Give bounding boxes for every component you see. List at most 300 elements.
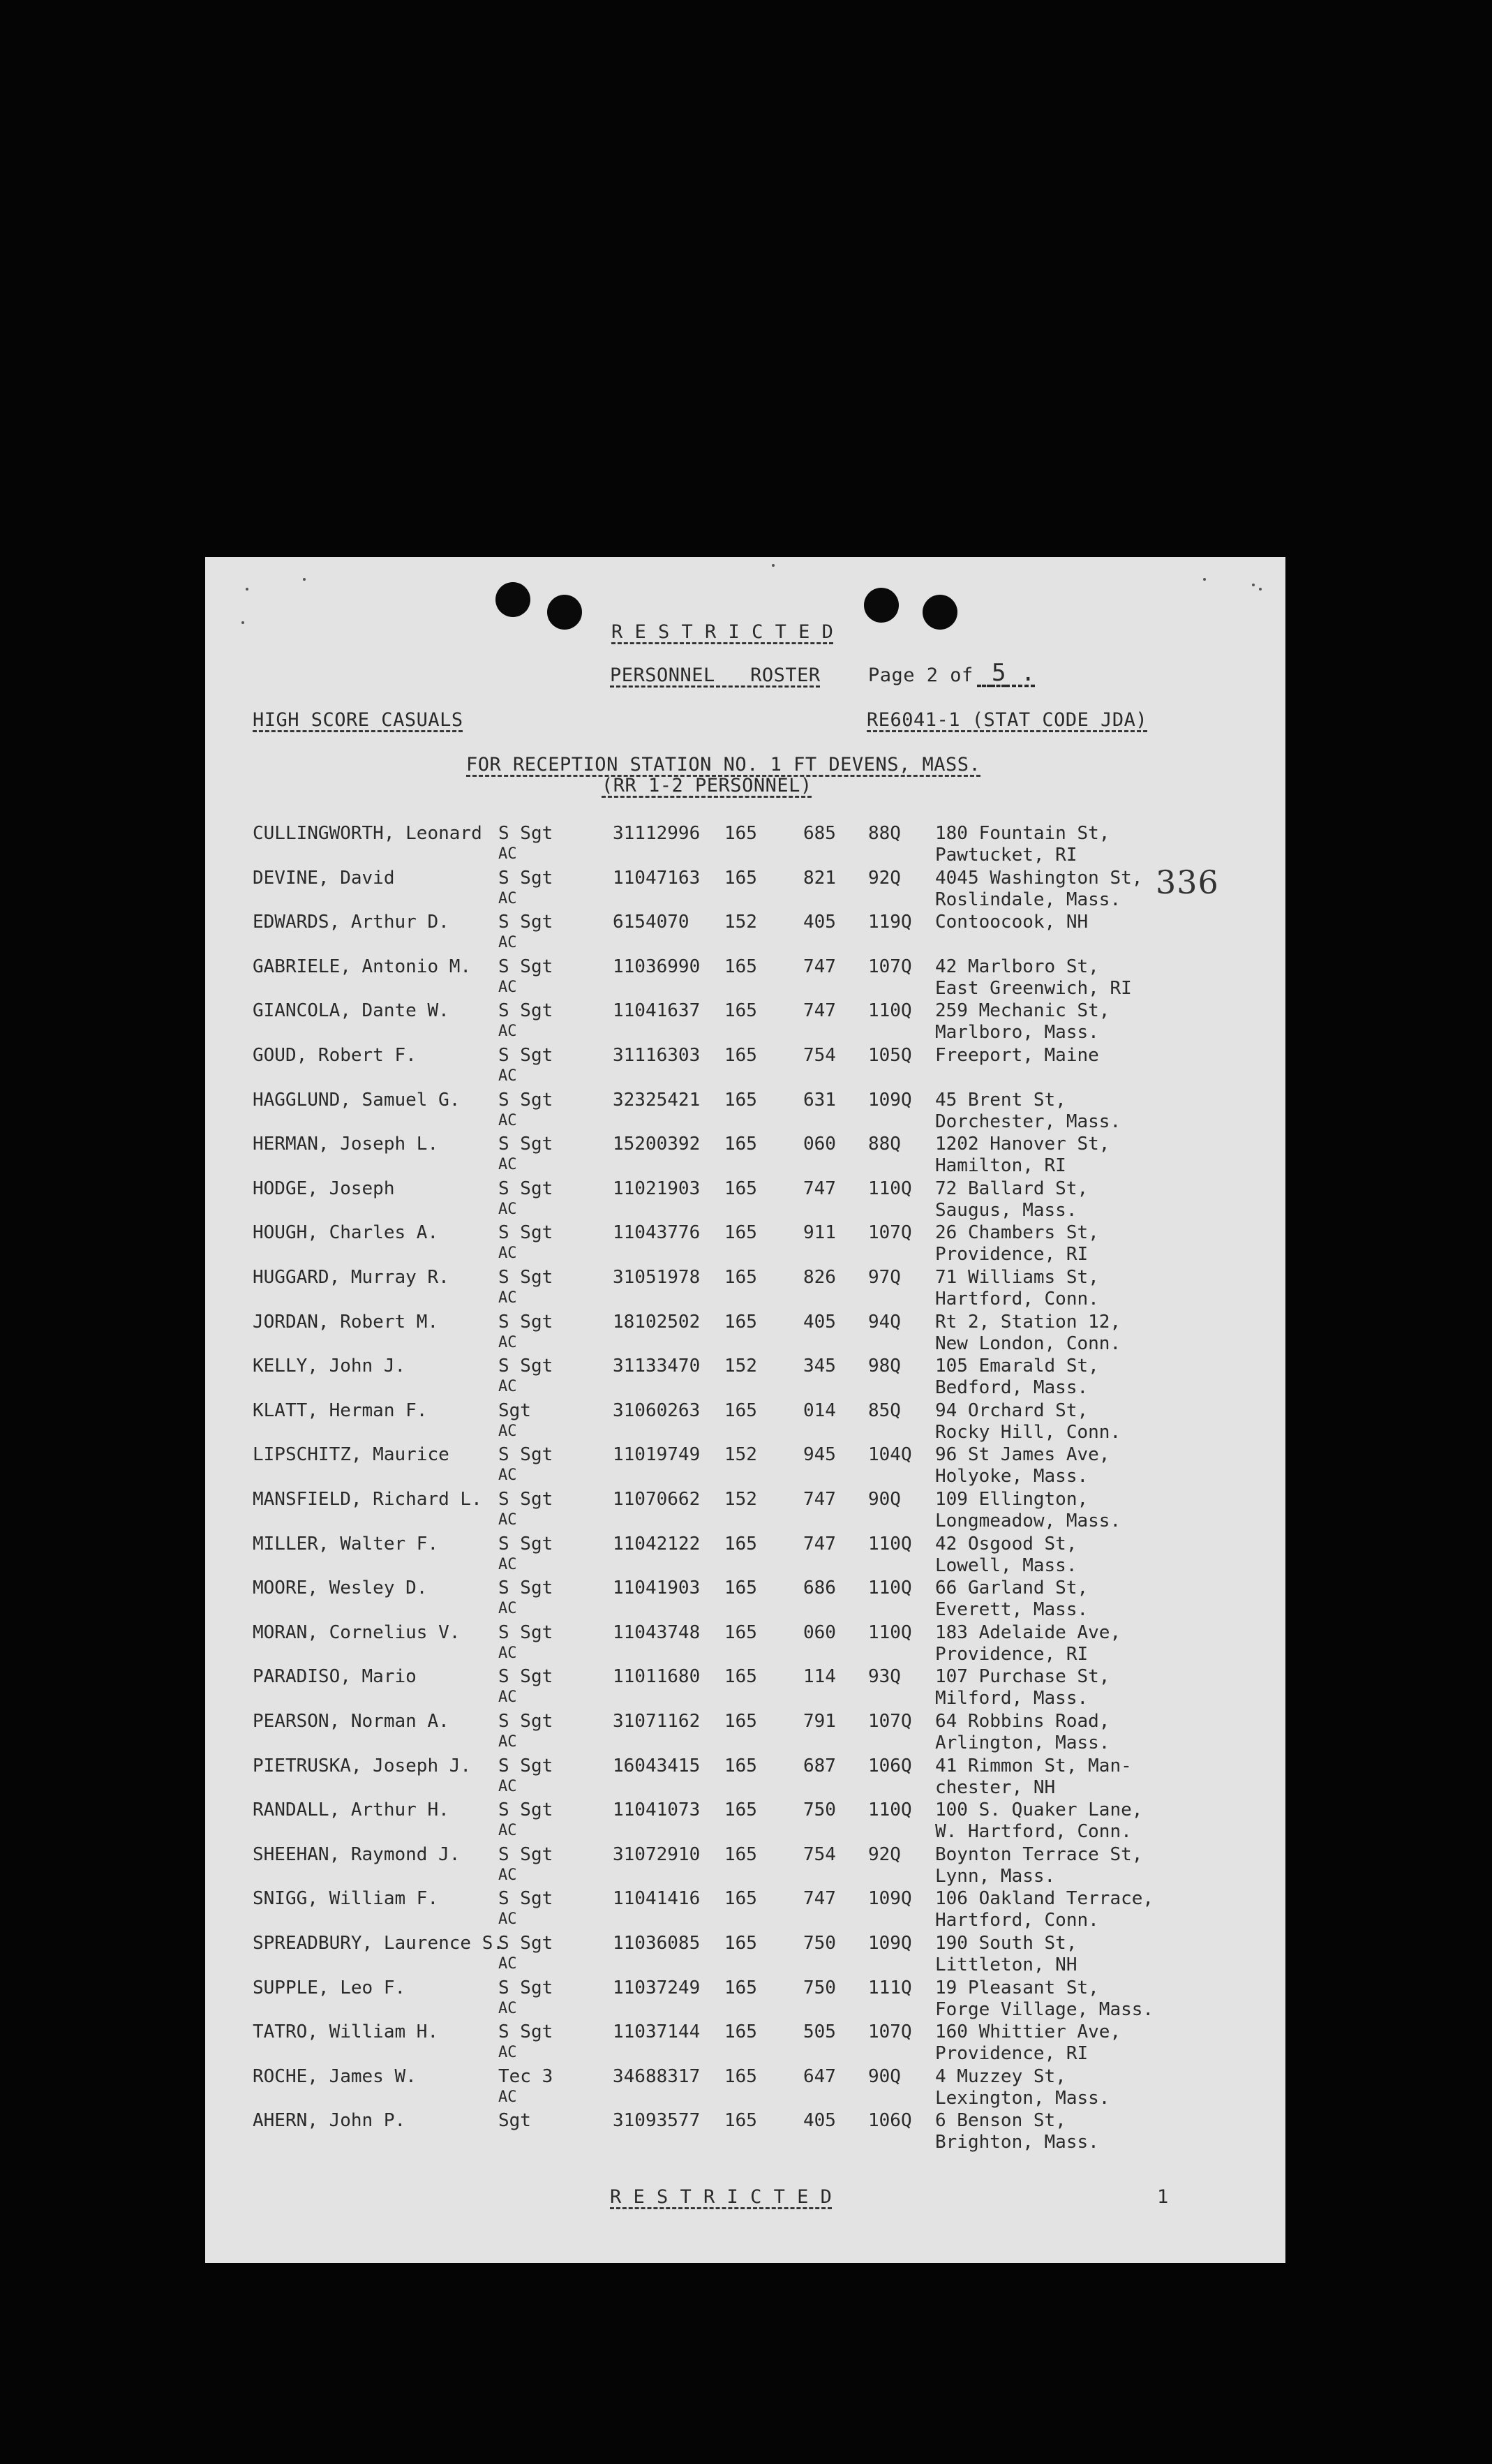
entry-code: 97Q bbox=[868, 1267, 901, 1288]
entry-rank: S Sgt bbox=[498, 1178, 553, 1199]
entry-branch: AC bbox=[498, 1555, 517, 1573]
entry-rank: S Sgt bbox=[498, 1755, 553, 1776]
entry-code: 105Q bbox=[868, 1045, 912, 1066]
entry-rank: S Sgt bbox=[498, 1666, 553, 1688]
entry-serial: 11019749 bbox=[613, 1444, 701, 1466]
entry-name: AHERN, John P. bbox=[253, 2110, 406, 2132]
entry-address-line2: Marlboro, Mass. bbox=[935, 1022, 1099, 1044]
entry-address-line1: 100 S. Quaker Lane, bbox=[935, 1799, 1143, 1821]
table-row bbox=[205, 2065, 1285, 2110]
entry-code: 110Q bbox=[868, 1578, 912, 1599]
entry-branch: AC bbox=[498, 1200, 517, 1218]
restricted-header: R E S T R I C T E D bbox=[611, 621, 834, 643]
entry-name: CULLINGWORTH, Leonard bbox=[253, 823, 482, 844]
entry-serial: 31133470 bbox=[613, 1356, 701, 1377]
entry-name: HAGGLUND, Samuel G. bbox=[253, 1089, 461, 1111]
entry-branch: AC bbox=[498, 1422, 517, 1440]
table-row bbox=[205, 1089, 1285, 1134]
entry-col-b: 754 bbox=[803, 1045, 836, 1066]
entry-rank: S Sgt bbox=[498, 2021, 553, 2043]
entry-address-line2: Saugus, Mass. bbox=[935, 1199, 1077, 1221]
punch-hole bbox=[547, 595, 582, 630]
entry-col-b: 114 bbox=[803, 1666, 836, 1688]
entry-address-line2: Milford, Mass. bbox=[935, 1688, 1089, 1709]
entry-code: 85Q bbox=[868, 1400, 901, 1421]
entry-address-line1: 105 Emarald St, bbox=[935, 1356, 1099, 1377]
entry-branch: AC bbox=[498, 1289, 517, 1307]
entry-code: 110Q bbox=[868, 1178, 912, 1199]
stamp-number: 336 bbox=[1156, 863, 1219, 901]
entry-col-b: 345 bbox=[803, 1356, 836, 1377]
entry-serial: 11042122 bbox=[613, 1533, 701, 1554]
page-total: 5 . bbox=[991, 659, 1036, 687]
entry-serial: 31093577 bbox=[613, 2110, 701, 2132]
entry-col-b: 060 bbox=[803, 1621, 836, 1643]
entry-col-b: 791 bbox=[803, 1711, 836, 1732]
entry-rank: S Sgt bbox=[498, 1000, 553, 1022]
entry-rank: S Sgt bbox=[498, 1444, 553, 1466]
entry-serial: 11021903 bbox=[613, 1178, 701, 1199]
entry-rank: S Sgt bbox=[498, 1977, 553, 1998]
entry-serial: 11037144 bbox=[613, 2021, 701, 2043]
entry-name: SUPPLE, Leo F. bbox=[253, 1977, 406, 1998]
speck bbox=[1203, 578, 1206, 581]
entry-col-a: 165 bbox=[724, 1621, 757, 1643]
entry-address-line1: 106 Oakland Terrace, bbox=[935, 1888, 1154, 1910]
entry-col-a: 152 bbox=[724, 912, 757, 933]
entry-col-a: 165 bbox=[724, 1799, 757, 1821]
entry-col-b: 405 bbox=[803, 1311, 836, 1333]
entry-address-line1: 72 Ballard St, bbox=[935, 1178, 1089, 1199]
entry-code: 107Q bbox=[868, 1711, 912, 1732]
entry-col-b: 505 bbox=[803, 2021, 836, 2043]
speck bbox=[246, 588, 248, 591]
entry-address-line1: 4045 Washington St, bbox=[935, 867, 1143, 889]
entry-col-a: 152 bbox=[724, 1356, 757, 1377]
entry-rank: S Sgt bbox=[498, 1933, 553, 1954]
entry-name: SPREADBURY, Laurence S. bbox=[253, 1933, 505, 1954]
entry-address-line1: 42 Marlboro St, bbox=[935, 956, 1099, 977]
entry-name: HERMAN, Joseph L. bbox=[253, 1134, 439, 1155]
table-row bbox=[205, 1133, 1285, 1178]
entry-name: GABRIELE, Antonio M. bbox=[253, 956, 472, 977]
entry-rank: S Sgt bbox=[498, 1799, 553, 1821]
entry-col-b: 750 bbox=[803, 1799, 836, 1821]
entry-col-b: 747 bbox=[803, 1000, 836, 1022]
table-row bbox=[205, 1843, 1285, 1888]
entry-col-a: 165 bbox=[724, 1533, 757, 1554]
entry-branch: AC bbox=[498, 1111, 517, 1129]
entry-branch: AC bbox=[498, 934, 517, 952]
entry-code: 92Q bbox=[868, 1843, 901, 1865]
entry-rank: S Sgt bbox=[498, 1045, 553, 1066]
table-row bbox=[205, 1222, 1285, 1266]
entry-address-line2: Hartford, Conn. bbox=[935, 1289, 1099, 1309]
entry-name: MANSFIELD, Richard L. bbox=[253, 1489, 482, 1510]
entry-col-b: 687 bbox=[803, 1755, 836, 1776]
entry-address-line2: Pawtucket, RI bbox=[935, 845, 1077, 866]
entry-address-line2: Providence, RI bbox=[935, 1643, 1089, 1665]
entry-code: 110Q bbox=[868, 1799, 912, 1821]
entry-rank: S Sgt bbox=[498, 912, 553, 933]
entry-col-a: 165 bbox=[724, 1045, 757, 1066]
entry-code: 111Q bbox=[868, 1977, 912, 1998]
entry-rank: Sgt bbox=[498, 1400, 531, 1421]
table-row bbox=[205, 956, 1285, 1000]
entry-col-b: 014 bbox=[803, 1400, 836, 1421]
table-row bbox=[205, 1755, 1285, 1799]
entry-col-a: 165 bbox=[724, 1400, 757, 1421]
entry-address-line1: 183 Adelaide Ave, bbox=[935, 1621, 1121, 1643]
entry-serial: 16043415 bbox=[613, 1755, 701, 1776]
entry-address-line1: 1202 Hanover St, bbox=[935, 1134, 1110, 1155]
entry-branch: AC bbox=[498, 1156, 517, 1174]
entry-address-line1: 19 Pleasant St, bbox=[935, 1977, 1099, 1998]
table-row bbox=[205, 1400, 1285, 1444]
entry-serial: 11041416 bbox=[613, 1888, 701, 1910]
entry-branch: AC bbox=[498, 1644, 517, 1662]
entry-col-a: 165 bbox=[724, 1311, 757, 1333]
entry-rank: S Sgt bbox=[498, 1356, 553, 1377]
entry-name: RANDALL, Arthur H. bbox=[253, 1799, 449, 1821]
table-row bbox=[205, 1000, 1285, 1044]
entry-serial: 31116303 bbox=[613, 1045, 701, 1066]
entry-rank: S Sgt bbox=[498, 823, 553, 844]
entry-col-a: 165 bbox=[724, 1267, 757, 1288]
entry-col-b: 747 bbox=[803, 1489, 836, 1510]
entry-name: HUGGARD, Murray R. bbox=[253, 1267, 449, 1288]
entry-address-line2: Arlington, Mass. bbox=[935, 1732, 1110, 1753]
entry-address-line1: 96 St James Ave, bbox=[935, 1444, 1110, 1466]
entry-code: 104Q bbox=[868, 1444, 912, 1466]
entry-col-b: 747 bbox=[803, 1888, 836, 1910]
entry-address-line1: 45 Brent St, bbox=[935, 1089, 1066, 1111]
entry-serial: 31071162 bbox=[613, 1711, 701, 1732]
entry-branch: AC bbox=[498, 978, 517, 996]
entry-address-line1: 26 Chambers St, bbox=[935, 1222, 1099, 1244]
entry-address-line1: Rt 2, Station 12, bbox=[935, 1311, 1121, 1333]
entry-address-line1: 6 Benson St, bbox=[935, 2110, 1066, 2132]
table-row bbox=[205, 2109, 1285, 2154]
entry-address-line1: 190 South St, bbox=[935, 1933, 1077, 1954]
entry-serial: 32325421 bbox=[613, 1089, 701, 1111]
speck bbox=[772, 564, 775, 567]
entry-name: PEARSON, Norman A. bbox=[253, 1711, 449, 1732]
entry-serial: 31072910 bbox=[613, 1843, 701, 1865]
entry-address-line2: Providence, RI bbox=[935, 2043, 1089, 2065]
entry-name: GIANCOLA, Dante W. bbox=[253, 1000, 449, 1022]
entry-address-line1: 64 Robbins Road, bbox=[935, 1711, 1110, 1732]
entry-col-b: 750 bbox=[803, 1933, 836, 1954]
entry-col-b: 060 bbox=[803, 1134, 836, 1155]
entry-address-line2: Lexington, Mass. bbox=[935, 2087, 1110, 2109]
table-row bbox=[205, 1621, 1285, 1666]
entry-col-b: 826 bbox=[803, 1267, 836, 1288]
entry-col-a: 152 bbox=[724, 1489, 757, 1510]
entry-name: LIPSCHITZ, Maurice bbox=[253, 1444, 449, 1466]
entry-code: 93Q bbox=[868, 1666, 901, 1688]
entry-rank: S Sgt bbox=[498, 867, 553, 889]
entry-address-line1: 4 Muzzey St, bbox=[935, 2065, 1066, 2087]
speck bbox=[303, 578, 306, 581]
entry-branch: AC bbox=[498, 1866, 517, 1884]
entry-address-line2: Brighton, Mass. bbox=[935, 2132, 1099, 2153]
entry-code: 107Q bbox=[868, 2021, 912, 2043]
entry-rank: S Sgt bbox=[498, 1578, 553, 1599]
entry-serial: 11070662 bbox=[613, 1489, 701, 1510]
table-row bbox=[205, 1710, 1285, 1755]
table-row bbox=[205, 1355, 1285, 1400]
entry-rank: S Sgt bbox=[498, 1888, 553, 1910]
entry-name: GOUD, Robert F. bbox=[253, 1045, 417, 1066]
entry-branch: AC bbox=[498, 1910, 517, 1929]
entry-col-a: 165 bbox=[724, 867, 757, 889]
entry-col-a: 165 bbox=[724, 1888, 757, 1910]
roster-title: PERSONNEL ROSTER bbox=[610, 665, 821, 686]
entry-rank: S Sgt bbox=[498, 1621, 553, 1643]
entry-serial: 11041073 bbox=[613, 1799, 701, 1821]
entry-address-line1: 94 Orchard St, bbox=[935, 1400, 1089, 1421]
entry-address-line1: Contoocook, NH bbox=[935, 912, 1089, 933]
entry-col-a: 165 bbox=[724, 1933, 757, 1954]
entry-code: 88Q bbox=[868, 823, 901, 844]
speck bbox=[1252, 584, 1255, 586]
table-row bbox=[205, 1443, 1285, 1488]
entry-address-line2: Forge Village, Mass. bbox=[935, 1998, 1154, 2020]
entry-serial: 11037249 bbox=[613, 1977, 701, 1998]
entry-col-b: 405 bbox=[803, 2110, 836, 2132]
entry-address-line2: Littleton, NH bbox=[935, 1954, 1077, 1975]
table-row bbox=[205, 1977, 1285, 2021]
entry-rank: S Sgt bbox=[498, 1311, 553, 1333]
entry-address-line1: 160 Whittier Ave, bbox=[935, 2021, 1121, 2043]
entry-rank: S Sgt bbox=[498, 1134, 553, 1155]
entry-serial: 11041903 bbox=[613, 1578, 701, 1599]
entry-name: PIETRUSKA, Joseph J. bbox=[253, 1755, 472, 1776]
sheet-number: 1 bbox=[1157, 2186, 1169, 2208]
entry-name: SNIGG, William F. bbox=[253, 1888, 439, 1910]
table-row bbox=[205, 1044, 1285, 1089]
entry-col-b: 821 bbox=[803, 867, 836, 889]
entry-address-line1: 71 Williams St, bbox=[935, 1267, 1099, 1288]
entry-code: 106Q bbox=[868, 1755, 912, 1776]
entry-branch: AC bbox=[498, 1067, 517, 1085]
entry-col-a: 165 bbox=[724, 1000, 757, 1022]
station-line: FOR RECEPTION STATION NO. 1 FT DEVENS, MASS. bbox=[466, 754, 981, 775]
page-label: Page 2 of bbox=[868, 665, 973, 686]
entry-col-b: 750 bbox=[803, 1977, 836, 1998]
punch-hole bbox=[864, 588, 899, 623]
entry-code: 94Q bbox=[868, 1311, 901, 1333]
entry-col-a: 165 bbox=[724, 1666, 757, 1688]
entry-rank: S Sgt bbox=[498, 1267, 553, 1288]
table-row bbox=[205, 911, 1285, 956]
entry-serial: 11043776 bbox=[613, 1222, 701, 1244]
entry-col-b: 747 bbox=[803, 1533, 836, 1554]
entry-serial: 15200392 bbox=[613, 1134, 701, 1155]
entry-branch: AC bbox=[498, 1777, 517, 1795]
entry-col-b: 754 bbox=[803, 1843, 836, 1865]
table-row bbox=[205, 822, 1285, 867]
entry-rank: Tec 3 bbox=[498, 2065, 553, 2087]
punch-hole bbox=[495, 582, 530, 617]
entry-col-b: 945 bbox=[803, 1444, 836, 1466]
entry-address-line2: New London, Conn. bbox=[935, 1333, 1121, 1354]
entry-name: MOORE, Wesley D. bbox=[253, 1578, 428, 1599]
entry-col-b: 911 bbox=[803, 1222, 836, 1244]
entry-serial: 6154070 bbox=[613, 912, 689, 933]
entry-col-b: 647 bbox=[803, 2065, 836, 2087]
entry-col-a: 165 bbox=[724, 1134, 757, 1155]
entry-branch: AC bbox=[498, 1245, 517, 1263]
entry-branch: AC bbox=[498, 845, 517, 863]
entry-name: PARADISO, Mario bbox=[253, 1666, 417, 1688]
entry-branch: AC bbox=[498, 1023, 517, 1041]
entry-address-line2: Bedford, Mass. bbox=[935, 1377, 1089, 1399]
entry-col-b: 686 bbox=[803, 1578, 836, 1599]
entry-address-line2: Lynn, Mass. bbox=[935, 1865, 1056, 1887]
entry-code: 92Q bbox=[868, 867, 901, 889]
entry-branch: AC bbox=[498, 1955, 517, 1973]
entry-address-line2: Roslindale, Mass. bbox=[935, 889, 1121, 910]
restricted-footer: R E S T R I C T E D bbox=[610, 2186, 833, 2208]
table-row bbox=[205, 1665, 1285, 1710]
table-row bbox=[205, 1799, 1285, 1843]
entry-serial: 11036085 bbox=[613, 1933, 701, 1954]
entry-branch: AC bbox=[498, 1378, 517, 1396]
entry-branch: AC bbox=[498, 1333, 517, 1351]
table-row bbox=[205, 1577, 1285, 1621]
entry-serial: 11011680 bbox=[613, 1666, 701, 1688]
entry-serial: 34688317 bbox=[613, 2065, 701, 2087]
entry-branch: AC bbox=[498, 1822, 517, 1840]
entry-name: EDWARDS, Arthur D. bbox=[253, 912, 449, 933]
speck bbox=[1259, 588, 1262, 591]
table-row bbox=[205, 1887, 1285, 1932]
entry-name: KELLY, John J. bbox=[253, 1356, 406, 1377]
entry-branch: AC bbox=[498, 2044, 517, 2062]
entry-code: 110Q bbox=[868, 1621, 912, 1643]
entry-address-line2: Hamilton, RI bbox=[935, 1155, 1066, 1177]
entry-col-a: 165 bbox=[724, 2110, 757, 2132]
entry-rank: Sgt bbox=[498, 2110, 531, 2132]
entry-col-a: 165 bbox=[724, 956, 757, 977]
roster-page bbox=[205, 557, 1285, 2263]
entry-col-a: 152 bbox=[724, 1444, 757, 1466]
entry-code: 90Q bbox=[868, 1489, 901, 1510]
entry-serial: 31060263 bbox=[613, 1400, 701, 1421]
entry-name: MORAN, Cornelius V. bbox=[253, 1621, 461, 1643]
entry-address-line2: Everett, Mass. bbox=[935, 1599, 1089, 1621]
entry-branch: AC bbox=[498, 889, 517, 907]
entry-address-line1: 66 Garland St, bbox=[935, 1578, 1089, 1599]
entry-col-a: 165 bbox=[724, 2065, 757, 2087]
entry-address-line1: 42 Osgood St, bbox=[935, 1533, 1077, 1554]
entry-col-a: 165 bbox=[724, 1755, 757, 1776]
entry-name: HOUGH, Charles A. bbox=[253, 1222, 439, 1244]
entry-address-line2: Hartford, Conn. bbox=[935, 1910, 1099, 1931]
entry-col-a: 165 bbox=[724, 823, 757, 844]
entry-serial: 11036990 bbox=[613, 956, 701, 977]
entry-address-line2: Longmeadow, Mass. bbox=[935, 1511, 1121, 1531]
entry-name: SHEEHAN, Raymond J. bbox=[253, 1843, 461, 1865]
entry-rank: S Sgt bbox=[498, 956, 553, 977]
entry-code: 88Q bbox=[868, 1134, 901, 1155]
unit-name: HIGH SCORE CASUALS bbox=[253, 709, 463, 731]
entry-col-b: 405 bbox=[803, 912, 836, 933]
entry-branch: AC bbox=[498, 1689, 517, 1707]
entry-address-line1: 109 Ellington, bbox=[935, 1489, 1089, 1510]
table-row bbox=[205, 1178, 1285, 1222]
entry-code: 110Q bbox=[868, 1000, 912, 1022]
entry-serial: 31051978 bbox=[613, 1267, 701, 1288]
entry-code: 107Q bbox=[868, 1222, 912, 1244]
entry-col-b: 747 bbox=[803, 956, 836, 977]
entry-branch: AC bbox=[498, 1467, 517, 1485]
entry-branch: AC bbox=[498, 1733, 517, 1751]
entry-address-line2: Rocky Hill, Conn. bbox=[935, 1421, 1121, 1443]
entry-col-a: 165 bbox=[724, 1711, 757, 1732]
entry-rank: S Sgt bbox=[498, 1489, 553, 1510]
entry-name: HODGE, Joseph bbox=[253, 1178, 395, 1199]
entry-address-line1: 259 Mechanic St, bbox=[935, 1000, 1110, 1022]
table-row bbox=[205, 1932, 1285, 1977]
entry-name: MILLER, Walter F. bbox=[253, 1533, 439, 1554]
entry-address-line2: Providence, RI bbox=[935, 1244, 1089, 1266]
speck bbox=[241, 621, 244, 624]
personnel-subtitle: (RR 1-2 PERSONNEL) bbox=[602, 775, 812, 796]
table-row bbox=[205, 1311, 1285, 1356]
entry-rank: S Sgt bbox=[498, 1843, 553, 1865]
entry-address-line1: 107 Purchase St, bbox=[935, 1666, 1110, 1688]
entry-col-b: 631 bbox=[803, 1089, 836, 1111]
entry-code: 119Q bbox=[868, 912, 912, 933]
entry-rank: S Sgt bbox=[498, 1711, 553, 1732]
entry-rank: S Sgt bbox=[498, 1533, 553, 1554]
entry-name: ROCHE, James W. bbox=[253, 2065, 417, 2087]
entry-name: KLATT, Herman F. bbox=[253, 1400, 428, 1421]
entry-name: TATRO, William H. bbox=[253, 2021, 439, 2043]
entry-code: 98Q bbox=[868, 1356, 901, 1377]
entry-code: 109Q bbox=[868, 1933, 912, 1954]
entry-address-line2: Holyoke, Mass. bbox=[935, 1466, 1089, 1487]
entry-serial: 31112996 bbox=[613, 823, 701, 844]
entry-branch: AC bbox=[498, 1600, 517, 1618]
entry-branch: AC bbox=[498, 1999, 517, 2017]
entry-address-line2: Lowell, Mass. bbox=[935, 1554, 1077, 1576]
entry-serial: 11043748 bbox=[613, 1621, 701, 1643]
entry-col-a: 165 bbox=[724, 1178, 757, 1199]
page-total-value: 5 bbox=[991, 659, 1006, 687]
entry-code: 90Q bbox=[868, 2065, 901, 2087]
entry-serial: 11041637 bbox=[613, 1000, 701, 1022]
entry-col-a: 165 bbox=[724, 1089, 757, 1111]
entry-col-a: 165 bbox=[724, 1222, 757, 1244]
entry-address-line2: Dorchester, Mass. bbox=[935, 1111, 1121, 1132]
entry-address-line1: Freeport, Maine bbox=[935, 1045, 1099, 1066]
entry-branch: AC bbox=[498, 2088, 517, 2106]
entry-col-a: 165 bbox=[724, 2021, 757, 2043]
entry-col-a: 165 bbox=[724, 1977, 757, 1998]
table-row bbox=[205, 1488, 1285, 1533]
entry-code: 109Q bbox=[868, 1089, 912, 1111]
entry-address-line2: W. Hartford, Conn. bbox=[935, 1821, 1132, 1843]
entry-serial: 11047163 bbox=[613, 867, 701, 889]
entry-address-line1: 41 Rimmon St, Man- bbox=[935, 1755, 1132, 1776]
entry-col-a: 165 bbox=[724, 1578, 757, 1599]
punch-hole bbox=[923, 595, 957, 630]
entry-rank: S Sgt bbox=[498, 1089, 553, 1111]
